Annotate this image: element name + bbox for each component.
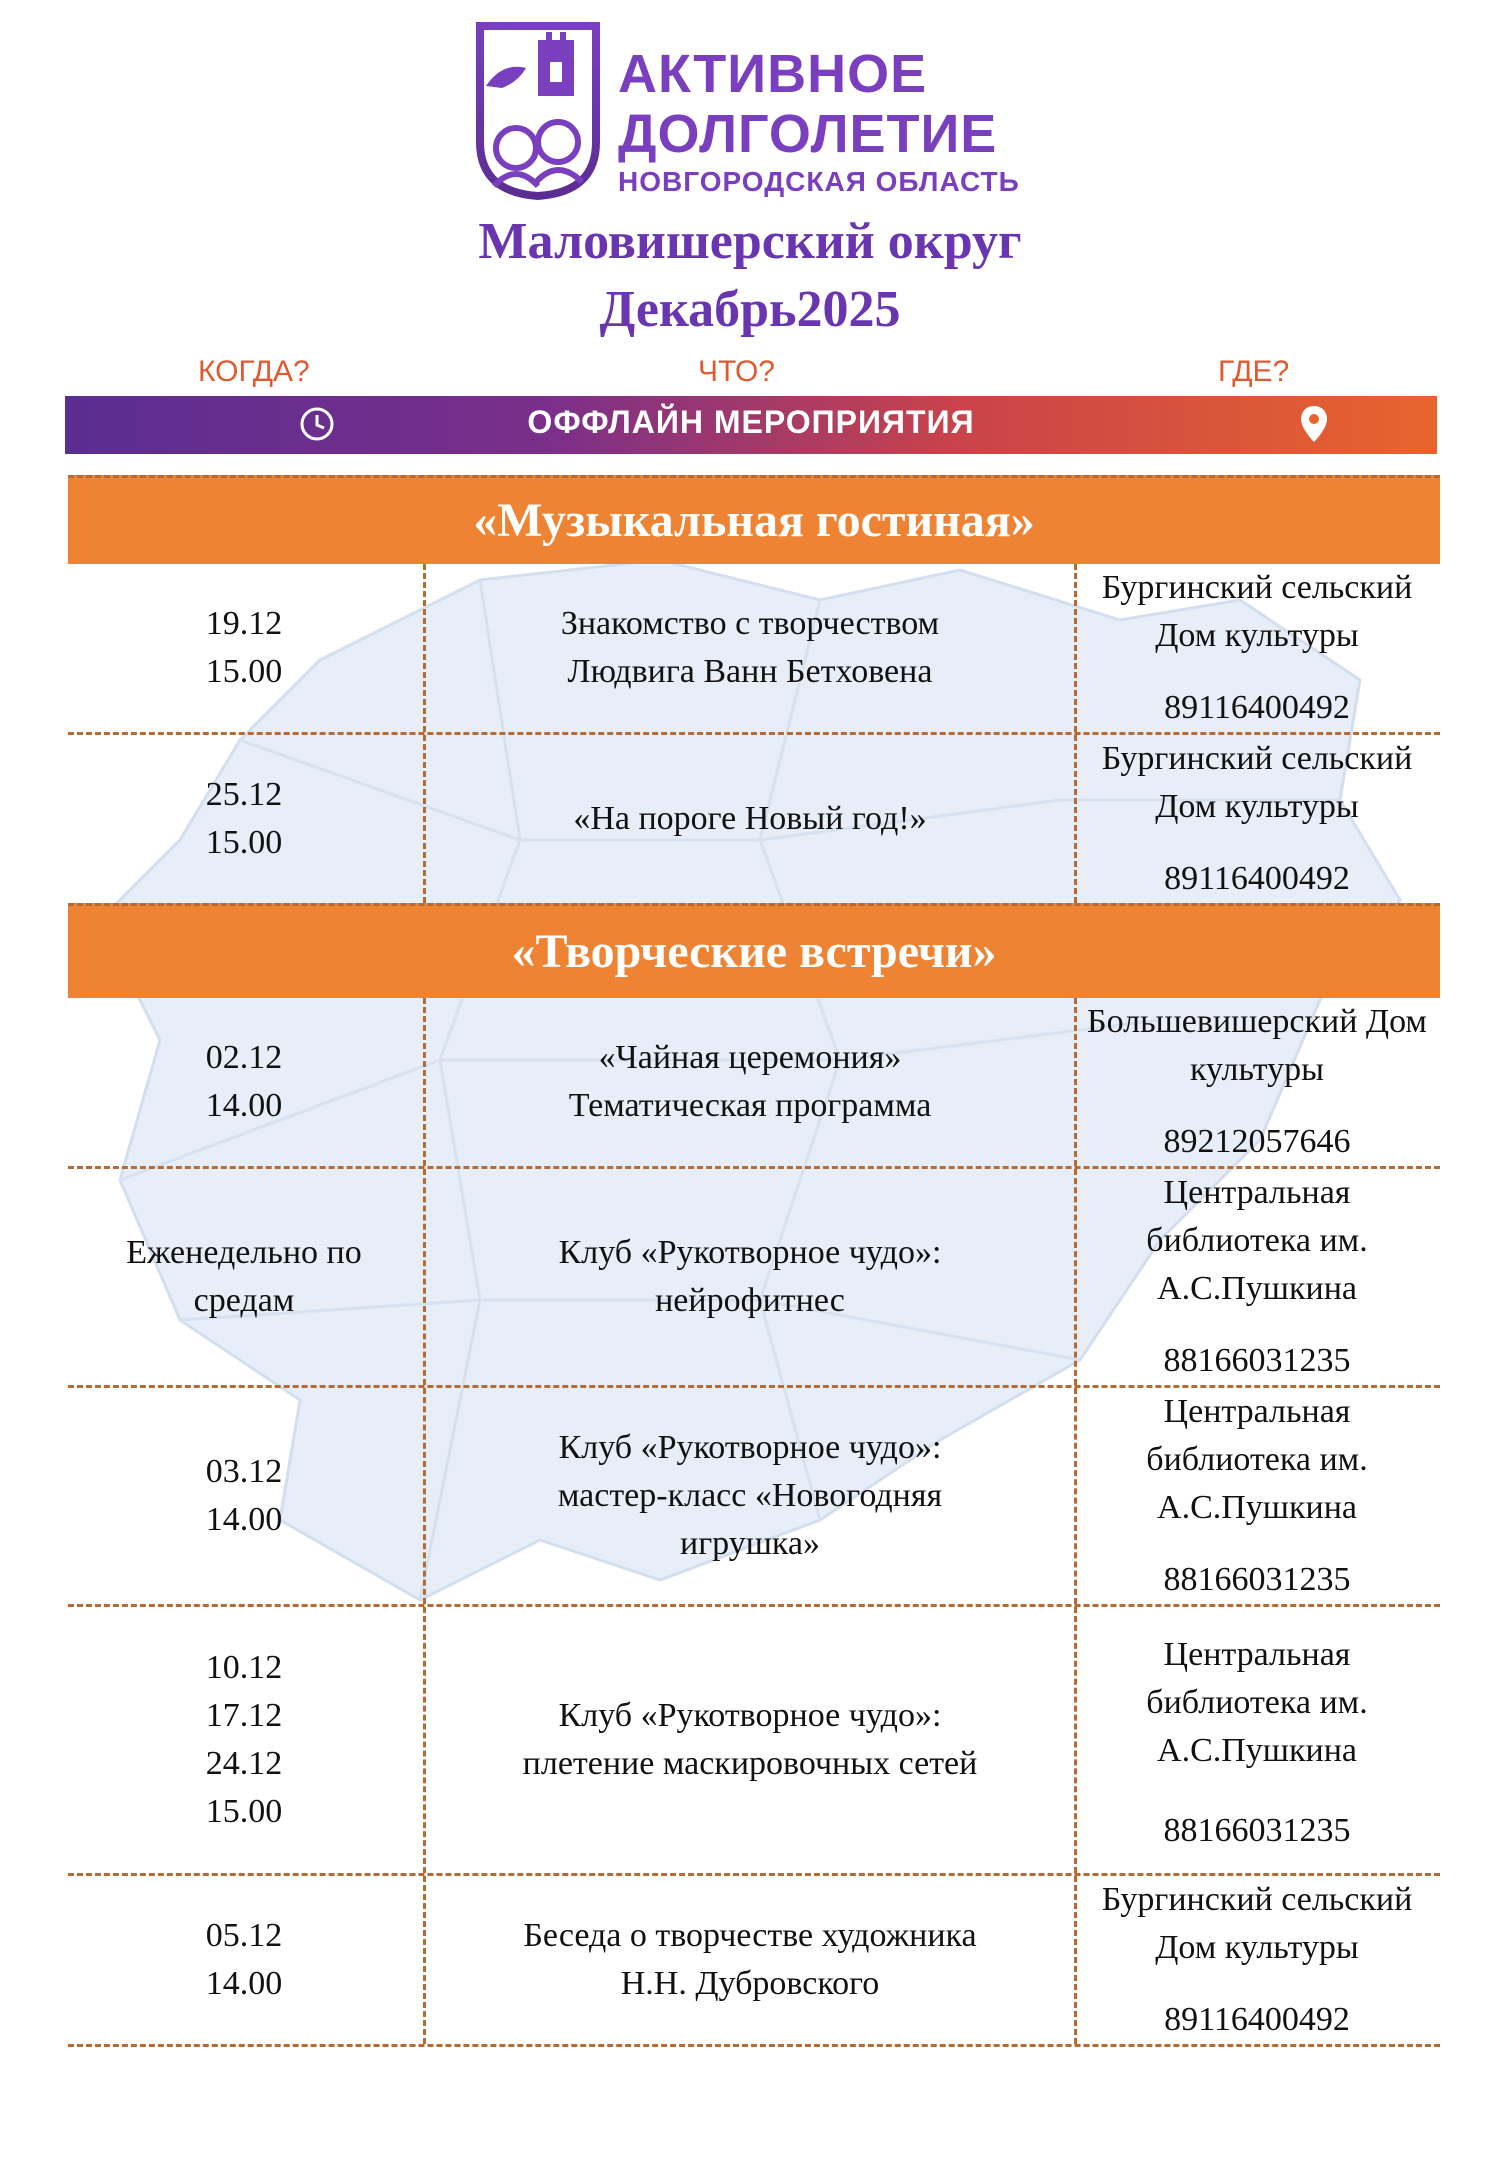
banner-label: ОФФЛАЙН МЕРОПРИЯТИЯ xyxy=(527,404,975,440)
event-when xyxy=(68,564,420,732)
page-header xyxy=(0,0,1500,440)
event-what xyxy=(423,998,1077,1166)
event-what xyxy=(423,1607,1077,1873)
venue-line: Дом культуры xyxy=(1155,617,1359,654)
event-title-line: Людвига Ванн Бетховена xyxy=(567,653,933,690)
venue-phone: 89116400492 xyxy=(1164,689,1350,726)
logo-emblem-icon xyxy=(472,22,604,200)
venue-phone: 89212057646 xyxy=(1163,1123,1351,1160)
page-subtitle: Декабрь2025 xyxy=(599,281,901,338)
venue-line: А.С.Пушкина xyxy=(1157,1732,1357,1769)
venue-line: Дом культуры xyxy=(1155,788,1359,825)
event-date: 03.12 xyxy=(205,1453,283,1490)
event-what xyxy=(423,735,1077,903)
logo xyxy=(472,22,1032,202)
event-title-line: мастер-класс «Новогодняя xyxy=(557,1477,943,1514)
offline-events-banner xyxy=(65,396,1437,454)
event-time: 15.00 xyxy=(205,653,283,690)
event-where xyxy=(1074,735,1440,903)
event-title-line: плетение маскировочных сетей xyxy=(522,1745,978,1782)
venue-line: Центральная xyxy=(1163,1636,1351,1673)
venue-line: библиотека им. xyxy=(1146,1222,1368,1259)
venue-phone: 88166031235 xyxy=(1163,1812,1351,1849)
event-where xyxy=(1074,1607,1440,1873)
event-where xyxy=(1074,1876,1440,2044)
logo-line-1: АКТИВНОЕ xyxy=(618,44,928,104)
venue-phone: 89116400492 xyxy=(1164,860,1350,897)
event-when xyxy=(68,1169,420,1385)
event-date: 10.12 xyxy=(205,1649,283,1686)
venue-phone: 88166031235 xyxy=(1163,1342,1351,1379)
event-time: 14.00 xyxy=(205,1501,283,1538)
event-what xyxy=(423,1169,1077,1385)
section-header-creative-meetings xyxy=(68,903,1440,998)
venue-line: Центральная xyxy=(1163,1393,1351,1430)
section-header-music-lounge xyxy=(68,475,1440,564)
event-date: 17.12 xyxy=(205,1697,283,1734)
event-title-line: нейрофитнес xyxy=(655,1282,845,1319)
venue-line: Дом культуры xyxy=(1155,1929,1359,1966)
event-what xyxy=(423,1876,1077,2044)
event-title-line: Тематическая программа xyxy=(568,1087,932,1124)
event-title-line: Клуб «Рукотворное чудо»: xyxy=(558,1234,942,1271)
event-when xyxy=(68,1607,420,1873)
table-row xyxy=(68,998,1440,1169)
event-schedule-line: Еженедельно по xyxy=(126,1234,362,1271)
event-when xyxy=(68,998,420,1166)
event-when xyxy=(68,735,420,903)
table-row xyxy=(68,564,1440,735)
event-schedule-line: средам xyxy=(193,1282,295,1319)
venue-line: А.С.Пушкина xyxy=(1157,1489,1357,1526)
logo-line-3: НОВГОРОДСКАЯ ОБЛАСТЬ xyxy=(618,166,1020,197)
event-where xyxy=(1074,1169,1440,1385)
venue-line: культуры xyxy=(1190,1051,1324,1088)
venue-line: Бургинский сельский xyxy=(1101,740,1413,777)
event-when xyxy=(68,1876,420,2044)
column-label-where: ГДЕ? xyxy=(1218,355,1290,388)
event-time: 15.00 xyxy=(205,1793,283,1830)
event-what xyxy=(423,1388,1077,1604)
event-where xyxy=(1074,564,1440,732)
column-label-what: ЧТО? xyxy=(698,355,775,388)
event-title-line: игрушка» xyxy=(680,1525,820,1562)
section-title: «Творческие встречи» xyxy=(511,925,997,978)
event-date: 25.12 xyxy=(205,776,283,813)
event-title-line: «На пороге Новый год!» xyxy=(573,800,927,837)
event-date: 02.12 xyxy=(205,1039,283,1076)
venue-line: Бургинский сельский xyxy=(1101,569,1413,606)
event-title-line: Знакомство с творчеством xyxy=(560,605,940,642)
event-where xyxy=(1074,998,1440,1166)
event-what xyxy=(423,564,1077,732)
venue-line: Бургинский сельский xyxy=(1101,1881,1413,1918)
table-row xyxy=(68,735,1440,906)
table-row xyxy=(68,1388,1440,1607)
event-time: 14.00 xyxy=(205,1965,283,2002)
event-time: 14.00 xyxy=(205,1087,283,1124)
venue-line: Большевишерский Дом xyxy=(1087,1003,1427,1040)
venue-phone: 88166031235 xyxy=(1163,1561,1351,1598)
event-title-line: Клуб «Рукотворное чудо»: xyxy=(558,1697,942,1734)
location-pin-icon xyxy=(1299,404,1329,444)
event-time: 15.00 xyxy=(205,824,283,861)
event-title-line: Н.Н. Дубровского xyxy=(620,1965,880,2002)
venue-line: библиотека им. xyxy=(1146,1684,1368,1721)
venue-phone: 89116400492 xyxy=(1164,2001,1350,2038)
column-label-when: КОГДА? xyxy=(198,355,310,388)
event-when xyxy=(68,1388,420,1604)
event-where xyxy=(1074,1388,1440,1604)
event-date: 24.12 xyxy=(205,1745,283,1782)
table-row xyxy=(68,1169,1440,1388)
venue-line: Центральная xyxy=(1163,1174,1351,1211)
event-title-line: Беседа о творчестве художника xyxy=(523,1917,977,1954)
event-title-line: Клуб «Рукотворное чудо»: xyxy=(558,1429,942,1466)
event-date: 05.12 xyxy=(205,1917,283,1954)
event-date: 19.12 xyxy=(205,605,283,642)
section-title: «Музыкальная гостиная» xyxy=(473,494,1035,547)
venue-line: библиотека им. xyxy=(1146,1441,1368,1478)
logo-line-2: ДОЛГОЛЕТИЕ xyxy=(618,104,998,164)
page-title: Маловишерский округ xyxy=(478,213,1022,270)
table-row xyxy=(68,1876,1440,2047)
event-title-line: «Чайная церемония» xyxy=(598,1039,902,1076)
venue-line: А.С.Пушкина xyxy=(1157,1270,1357,1307)
table-row xyxy=(68,1607,1440,1876)
